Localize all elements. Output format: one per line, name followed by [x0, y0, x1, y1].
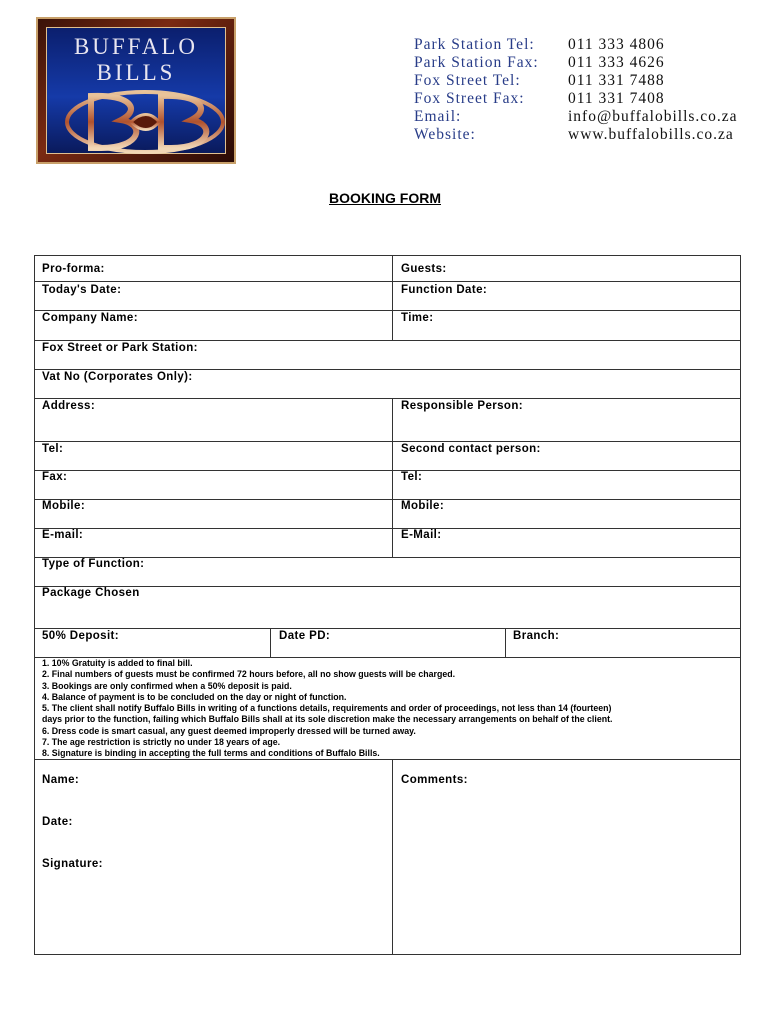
second-contact-label: Second contact person:	[401, 443, 541, 455]
row-divider	[35, 499, 740, 500]
term-line: 2. Final numbers of guests must be confirmed 72 hours before, all no show guests will be charged.	[42, 669, 456, 680]
contact-label: Website:	[414, 126, 476, 143]
vat-label: Vat No (Corporates Only):	[42, 371, 193, 383]
terms-and-conditions	[42, 658, 732, 760]
package-label: Package Chosen	[42, 587, 140, 599]
row-divider	[35, 398, 740, 399]
contact-values	[568, 36, 738, 144]
term-line: 5. The client shall notify Buffalo Bills in writing of a functions details, requirements and order of proceedings, not less than 14 (fourteen)	[42, 703, 612, 714]
email-label: E-mail:	[42, 529, 84, 541]
term-line: 4. Balance of payment is to be concluded on the day or night of function.	[42, 691, 347, 702]
proforma-label: Pro-forma:	[42, 263, 105, 275]
page-title: BOOKING FORM	[329, 190, 441, 206]
function-date-label: Function Date:	[401, 284, 488, 296]
park-station-fax-value: 011 333 4626	[568, 54, 665, 71]
fax-label: Fax:	[42, 471, 68, 483]
contact-label: Park Station Tel:	[414, 36, 535, 53]
tel-label: Tel:	[42, 443, 64, 455]
row-divider	[35, 470, 740, 471]
contact-label: Fox Street Tel:	[414, 72, 521, 89]
contact-label: Email:	[414, 108, 462, 125]
column-divider	[392, 759, 393, 955]
mobile-2-label: Mobile:	[401, 500, 445, 512]
deposit-label: 50% Deposit:	[42, 630, 120, 642]
branch-label: Branch:	[513, 630, 560, 642]
row-divider	[35, 528, 740, 529]
term-line: 8. Signature is binding in accepting the full terms and conditions of Buffalo Bills.	[42, 748, 380, 759]
website-value[interactable]: www.buffalobills.co.za	[568, 126, 734, 143]
email-value[interactable]: info@buffalobills.co.za	[568, 108, 738, 125]
logo-word-buffalo: BUFFALO	[73, 34, 199, 59]
contact-label: Fox Street Fax:	[414, 90, 525, 107]
row-divider	[35, 281, 740, 282]
row-divider	[35, 441, 740, 442]
todays-date-label: Today's Date:	[42, 284, 122, 296]
term-line: 7. The age restriction is strictly no under 18 years of age.	[42, 737, 281, 748]
tel-2-label: Tel:	[401, 471, 423, 483]
term-line: 6. Dress code is smart casual, any guest deemed improperly dressed will be turned away.	[42, 725, 416, 736]
comments-label: Comments:	[401, 774, 468, 786]
fox-street-tel-value: 011 331 7488	[568, 72, 665, 89]
logo-word-bills: BILLS	[96, 60, 176, 85]
term-line: 1. 10% Gratuity is added to final bill.	[42, 658, 193, 668]
row-divider	[35, 628, 740, 629]
signature-label: Signature:	[42, 858, 103, 870]
contact-label: Park Station Fax:	[414, 54, 539, 71]
row-divider	[35, 310, 740, 311]
time-label: Time:	[401, 312, 434, 324]
mobile-label: Mobile:	[42, 500, 86, 512]
guests-label: Guests:	[401, 263, 447, 275]
column-divider	[270, 628, 271, 657]
company-name-label: Company Name:	[42, 312, 138, 324]
date-pd-label: Date PD:	[279, 630, 331, 642]
park-station-tel-value: 011 333 4806	[568, 36, 665, 53]
logo-panel	[46, 27, 226, 154]
term-line: days prior to the function, failing which Buffalo Bills shall at its sole discretion make the necessary arrangements on behalf of the client.	[42, 714, 613, 725]
address-label: Address:	[42, 400, 96, 412]
buffalo-bills-logo	[36, 17, 236, 164]
term-line: 3. Bookings are only confirmed when a 50% deposit is paid.	[42, 680, 292, 691]
column-divider	[392, 256, 393, 340]
responsible-person-label: Responsible Person:	[401, 400, 523, 412]
logo-monogram-icon	[61, 88, 229, 156]
contact-labels	[414, 36, 539, 144]
name-label: Name:	[42, 774, 80, 786]
row-divider	[35, 586, 740, 587]
venue-label: Fox Street or Park Station:	[42, 342, 198, 354]
type-of-function-label: Type of Function:	[42, 558, 145, 570]
column-divider	[392, 398, 393, 557]
date-label: Date:	[42, 816, 73, 828]
row-divider	[35, 340, 740, 341]
booking-form-table	[34, 255, 741, 955]
row-divider	[35, 369, 740, 370]
column-divider	[505, 628, 506, 657]
fox-street-fax-value: 011 331 7408	[568, 90, 665, 107]
email-2-label: E-Mail:	[401, 529, 442, 541]
